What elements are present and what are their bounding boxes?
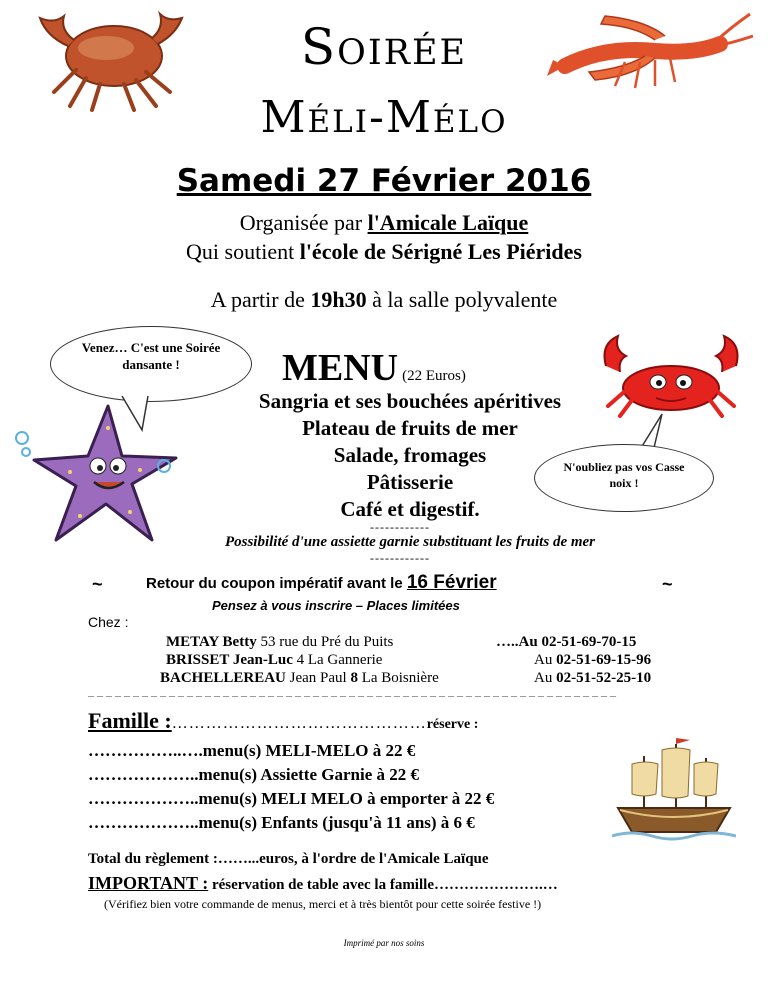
bubble-right-text: N'oubliez pas vos Casse noix !	[563, 460, 685, 490]
school-name: l'école de Sérigné Les Piérides	[299, 239, 582, 264]
famille-blank: ………………………………………	[171, 715, 427, 732]
title-line-1: Soirée	[300, 18, 468, 76]
chez-label: Chez :	[88, 614, 129, 630]
coupon-deadline: 16 Février	[406, 572, 497, 593]
famille-line	[88, 708, 478, 734]
menu-separator-bottom: ------------	[370, 551, 430, 565]
contact-3-phone: Au 02-51-52-25-10	[534, 670, 652, 686]
famille-label: Famille :	[88, 708, 172, 733]
contact-2: BRISSET Jean-Luc 4 La Gannerie	[166, 652, 383, 668]
menu-separator-top: ------------	[370, 520, 430, 534]
menu-title: MENU	[282, 347, 399, 389]
bubbles-icon	[12, 430, 36, 460]
verify-note: (Vérifiez bien votre commande de menus, merci et à très bientôt pour cette soirée festive !)	[104, 897, 542, 911]
footer-printed: Imprimé par nos soins	[343, 938, 425, 948]
title-line-2: Méli-Mélo	[260, 92, 508, 143]
reserve-label: réserve :	[426, 717, 479, 732]
contact-3: BACHELLEREAU Jean Paul 8 La Boisnière	[160, 670, 439, 686]
menu-option: Possibilité d'une assiette garnie substituant les fruits de mer	[224, 534, 596, 550]
event-date: Samedi 27 Février 2016	[176, 163, 592, 199]
menu-item-1: Sangria et ses bouchées apéritives	[258, 389, 562, 413]
start-time: 19h30	[310, 287, 367, 312]
menu-item-2: Plateau de fruits de mer	[302, 416, 518, 440]
coupon-return: Retour du coupon impératif avant le 16 Février	[146, 572, 497, 593]
tilde-right: ~	[662, 574, 673, 594]
places-limited: Pensez à vous inscrire – Places limitées	[212, 598, 460, 613]
menu-item-5: Café et digestif.	[340, 497, 480, 521]
bubble-left-text: Venez… C'est une Soirée dansante !	[81, 340, 221, 372]
organiser-name: l'Amicale Laïque	[367, 210, 529, 235]
order-line-3: ………………..menu(s) MELI MELO à emporter à 22 €	[88, 789, 495, 808]
contact-2-phone: Au 02-51-69-15-96	[534, 652, 652, 668]
supports-line: Qui soutient l'école de Sérigné Les Piérides	[186, 239, 582, 264]
important-line: IMPORTANT : réservation de table avec la famille………………….…	[88, 873, 558, 893]
organised-line: Organisée par l'Amicale Laïque	[239, 210, 529, 235]
total-line: Total du règlement :……...euros, à l'ordre de l'Amicale Laïque	[88, 851, 489, 867]
tilde-left: ~	[92, 574, 103, 594]
contact-1-phone: …..Au 02-51-69-70-15	[496, 634, 637, 650]
time-line: A partir de 19h30 à la salle polyvalente	[210, 287, 558, 312]
ship-illustration	[612, 736, 736, 846]
cut-line: _ _ _ _ _ _ _ _ _ _ _ _ _ _ _ _ _ _ _ _ _ _ _ _ _ _ _ _ _ _ _ _ _ _ _ _ _ _ _ _ _ _ _ _ _ _ _ _ _ _ _ _ _ _ _ _ _ _ _	[88, 684, 616, 698]
menu-item-3: Salade, fromages	[333, 443, 487, 467]
contact-1: METAY Betty 53 rue du Pré du Puits	[166, 634, 394, 650]
order-line-4: ………………..menu(s) Enfants (jusqu'à 11 ans) à 6 €	[88, 813, 475, 832]
important-label: IMPORTANT :	[88, 873, 209, 893]
menu-heading	[282, 346, 466, 390]
order-line-2: ………………..menu(s) Assiette Garnie à 22 €	[88, 765, 420, 784]
menu-item-4: Pâtisserie	[366, 470, 454, 494]
menu-price: (22 Euros)	[402, 368, 466, 384]
order-line-1: ……………..….menu(s) MELI-MELO à 22 €	[88, 741, 416, 760]
ship-icon	[612, 736, 736, 846]
